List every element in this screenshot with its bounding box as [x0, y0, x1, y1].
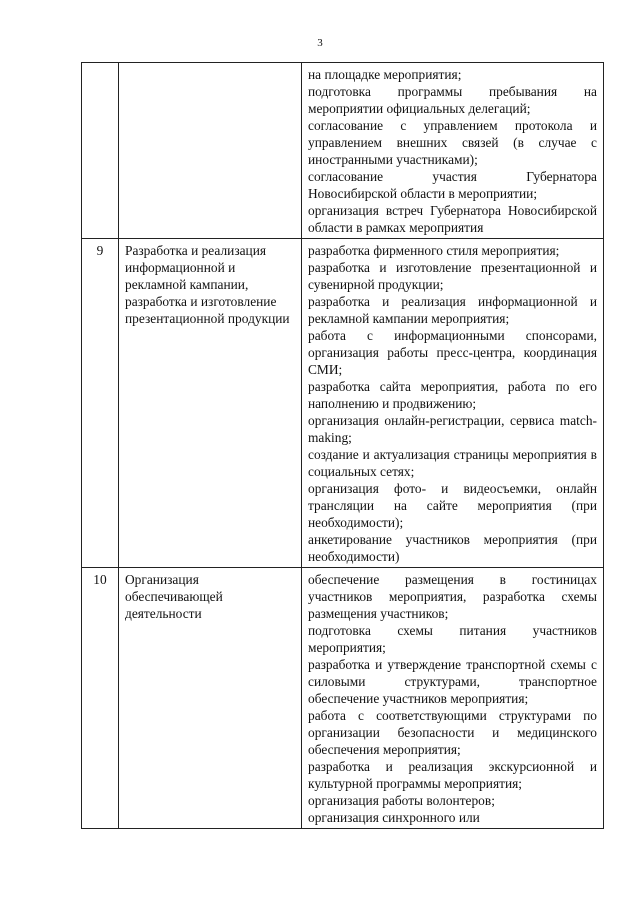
activity-tasks [302, 239, 604, 568]
row-number: 10 [82, 568, 119, 829]
task-item: подготовка программы пребывания на мероприятии официальных делегаций; [308, 84, 597, 116]
table-row [82, 239, 604, 568]
task-item: работа с информационными спонсорами, организация работы пресс-центра, координация СМИ; [308, 328, 597, 377]
task-item: разработка и изготовление презентационной и сувенирной продукции; [308, 260, 597, 292]
table-row [82, 568, 604, 829]
task-item: анкетирование участников мероприятия (при необходимости) [308, 532, 597, 564]
task-item: на площадке мероприятия; [308, 67, 462, 82]
task-item: согласование с управлением протокола и управлением внешних связей (в случае с иностранными участниками); [308, 118, 597, 167]
task-item: подготовка схемы питания участников мероприятия; [308, 623, 597, 655]
task-item: разработка и реализация экскурсионной и культурной программы мероприятия; [308, 759, 597, 791]
task-item: создание и актуализация страницы мероприятия в социальных сетях; [308, 447, 597, 479]
activity-name: Разработка и реализация информационной и рекламной кампании, разработка и изготовление презентационной продукции [119, 239, 302, 568]
row-number [82, 63, 119, 239]
task-item: разработка сайта мероприятия, работа по его наполнению и продвижению; [308, 379, 597, 411]
task-item: разработка фирменного стиля мероприятия; [308, 243, 560, 258]
row-number: 9 [82, 239, 119, 568]
page-number: 3 [317, 37, 323, 49]
task-item: обеспечение размещения в гостиницах участников мероприятия, разработка схемы размещения участников; [308, 572, 597, 621]
task-item: согласование участия Губернатора Новосибирской области в мероприятии; [308, 169, 597, 201]
task-item: организация фото- и видеосъемки, онлайн трансляции на сайте мероприятия (при необходимости); [308, 481, 597, 530]
task-item: разработка и утверждение транспортной схемы с силовыми структурами, транспортное обеспечение участников мероприятия; [308, 657, 597, 706]
activity-name: Организация обеспечивающей деятельности [119, 568, 302, 829]
table-row [82, 63, 604, 239]
activity-name [119, 63, 302, 239]
activities-table [81, 62, 604, 829]
activity-tasks [302, 568, 604, 829]
task-item: разработка и реализация информационной и рекламной кампании мероприятия; [308, 294, 597, 326]
task-item: организация онлайн-регистрации, сервиса match-making; [308, 413, 597, 445]
task-item: организация синхронного или [308, 810, 480, 825]
activity-tasks [302, 63, 604, 239]
task-item: работа с соответствующими структурами по организации безопасности и медицинского обеспечения мероприятия; [308, 708, 597, 757]
task-item: организация встреч Губернатора Новосибирской области в рамках мероприятия [308, 203, 597, 235]
task-item: организация работы волонтеров; [308, 793, 495, 808]
